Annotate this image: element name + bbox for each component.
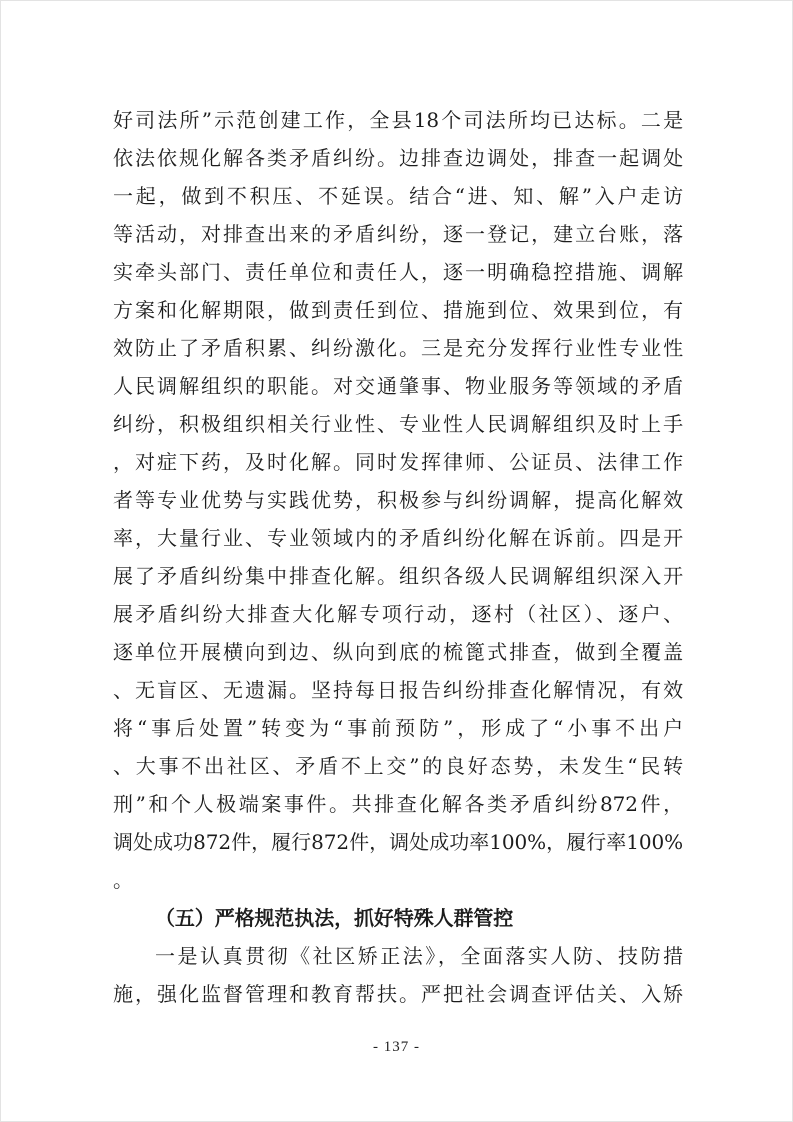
page-number: - 137 -	[373, 1039, 420, 1055]
body-line: 率，大量行业、专业领域内的矛盾纠纷化解在诉前。四是开	[113, 526, 683, 550]
body-line: 展了矛盾纠纷集中排查化解。组织各级人民调解组织深入开	[113, 564, 683, 588]
body-line: 纠纷，积极组织相关行业性、专业性人民调解组织及时上手	[113, 412, 683, 436]
body-line: 实牵头部门、责任单位和责任人，逐一明确稳控措施、调解	[113, 260, 683, 284]
body-line: 依法依规化解各类矛盾纠纷。边排查边调处，排查一起调处	[113, 146, 683, 170]
body-line: 、大事不出社区、矛盾不上交”的良好态势，未发生“民转	[113, 754, 683, 778]
body-line: 一起，做到不积压、不延误。结合“进、知、解”入户走访	[113, 184, 683, 208]
body-line: 将“事后处置”转变为“事前预防”，形成了“小事不出户	[113, 716, 683, 740]
body-line: 方案和化解期限，做到责任到位、措施到位、效果到位，有	[113, 298, 683, 322]
body-line: 调处成功872件，履行872件，调处成功率100%，履行率100%	[113, 830, 683, 854]
body-line: 好司法所”示范创建工作，全县18个司法所均已达标。二是	[113, 108, 683, 132]
body-line: 、无盲区、无遗漏。坚持每日报告纠纷排查化解情况，有效	[113, 678, 683, 702]
body-line: 人民调解组织的职能。对交通肇事、物业服务等领域的矛盾	[113, 374, 683, 398]
body-line: 效防止了矛盾积累、纠纷激化。三是充分发挥行业性专业性	[113, 336, 683, 360]
body-line: 刑”和个人极端案事件。共排查化解各类矛盾纠纷872件，	[113, 792, 683, 816]
body-line: ，对症下药，及时化解。同时发挥律师、公证员、法律工作	[113, 450, 683, 474]
body-line: 逐单位开展横向到边、纵向到底的梳篦式排查，做到全覆盖	[113, 640, 683, 664]
body-line: 施，强化监督管理和教育帮扶。严把社会调查评估关、入矫	[113, 982, 683, 1006]
section-heading: （五）严格规范执法，抓好特殊人群管控	[155, 906, 514, 930]
body-line: 者等专业优势与实践优势，积极参与纠纷调解，提高化解效	[113, 488, 683, 512]
body-line: 一是认真贯彻《社区矫正法》，全面落实人防、技防措	[155, 944, 683, 968]
body-line: 展矛盾纠纷大排查大化解专项行动，逐村（社区）、逐户、	[113, 602, 683, 626]
body-line: 。	[113, 868, 133, 892]
body-line: 等活动，对排查出来的矛盾纠纷，逐一登记，建立台账，落	[113, 222, 683, 246]
text-block	[113, 101, 683, 1013]
